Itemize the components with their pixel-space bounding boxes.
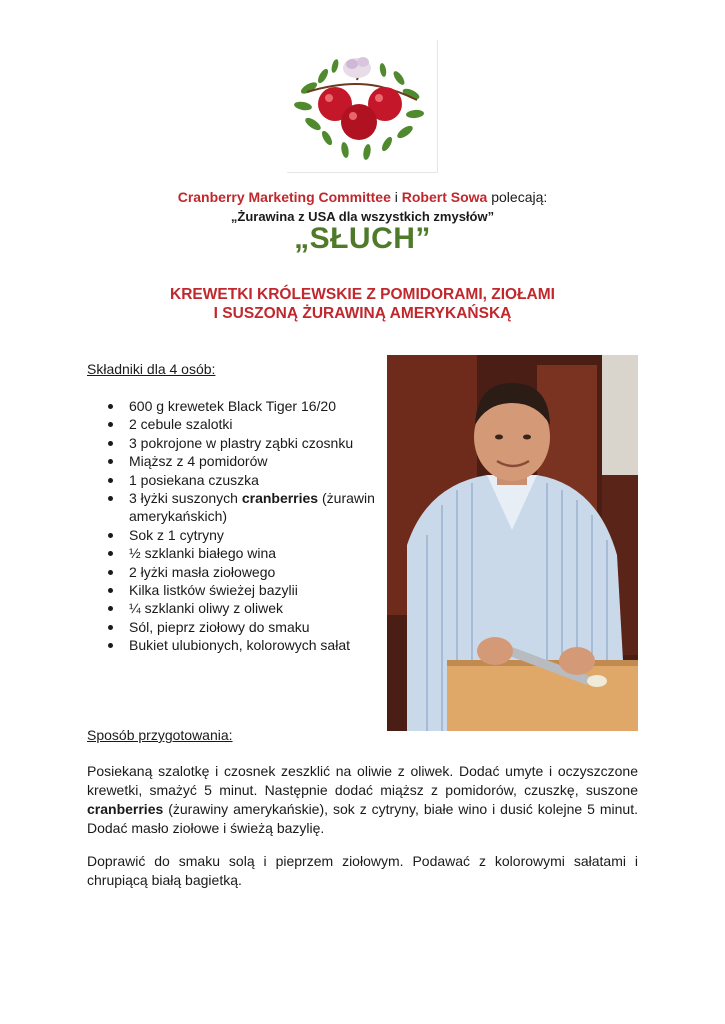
method-paragraph-2: Doprawić do smaku solą i pieprzem ziołowym. Podawać z kolorowymi sałatami i chrupiącą białą bagietką. xyxy=(87,853,638,888)
para1-bold: cranberries xyxy=(87,801,164,817)
list-item: 2 łyżki masła ziołowego xyxy=(105,563,380,581)
cranberry-illustration xyxy=(287,40,437,172)
list-item: 2 cebule szalotki xyxy=(105,415,380,433)
cranberry-logo xyxy=(287,40,438,173)
para1-text-b: (żurawiny amerykańskie), sok z cytryny, białe wino i dusić kolejne 5 minut. Dodać masło ziołowe i świeżą bazylię. xyxy=(87,801,638,836)
sponsor-line xyxy=(0,189,725,205)
list-item: Sól, pieprz ziołowy do smaku xyxy=(105,618,380,636)
ingredients-heading: Składniki dla 4 osób: xyxy=(87,361,216,377)
chef-photo xyxy=(387,355,638,731)
method-heading: Sposób przygotowania: xyxy=(87,727,233,743)
item-text-post: (żurawin amerykańskich) xyxy=(129,490,375,525)
org-name: Cranberry Marketing Committee xyxy=(177,189,391,205)
chef-name: Robert Sowa xyxy=(401,189,488,205)
para1-text-a: Posiekaną szalotkę i czosnek zeszklić na oliwie z oliwek. Dodać umyte i oczyszczone krewetki, smażyć 5 minut. Następnie dodać miąższ z pomidorów, czuszkę, suszone xyxy=(87,763,638,798)
list-item: 600 g krewetek Black Tiger 16/20 xyxy=(105,397,380,415)
list-item: 3 pokrojone w plastry ząbki czosnku xyxy=(105,434,380,452)
list-item: Miąższ z 4 pomidorów xyxy=(105,452,380,470)
list-item: ½ szklanki białego wina xyxy=(105,544,380,562)
list-item: Kilka listków świeżej bazylii xyxy=(105,581,380,599)
recommends-text: polecają: xyxy=(487,189,548,205)
campaign-slogan: „Żurawina z USA dla wszystkich zmysłów” xyxy=(230,209,495,224)
chef-illustration xyxy=(387,355,638,731)
dish-title-line2: I SUSZONĄ ŻURAWINĄ AMERYKAŃSKĄ xyxy=(213,305,512,322)
page-title: „SŁUCH” xyxy=(294,222,431,255)
item-text-pre: 3 łyżki suszonych xyxy=(129,490,242,507)
conjunction: i xyxy=(390,189,402,205)
ingredients-list xyxy=(105,397,380,655)
dish-title-line1: KREWETKI KRÓLEWSKIE Z POMIDORAMI, ZIOŁAMI xyxy=(170,286,555,303)
list-item: 1 posiekana czuszka xyxy=(105,471,380,489)
method-paragraph-1 xyxy=(87,762,638,838)
list-item: Sok z 1 cytryny xyxy=(105,526,380,544)
list-item: Bukiet ulubionych, kolorowych sałat xyxy=(105,636,380,654)
list-item: ¼ szklanki oliwy z oliwek xyxy=(105,599,380,617)
list-item xyxy=(105,489,380,526)
item-text-bold: cranberries xyxy=(241,490,319,507)
